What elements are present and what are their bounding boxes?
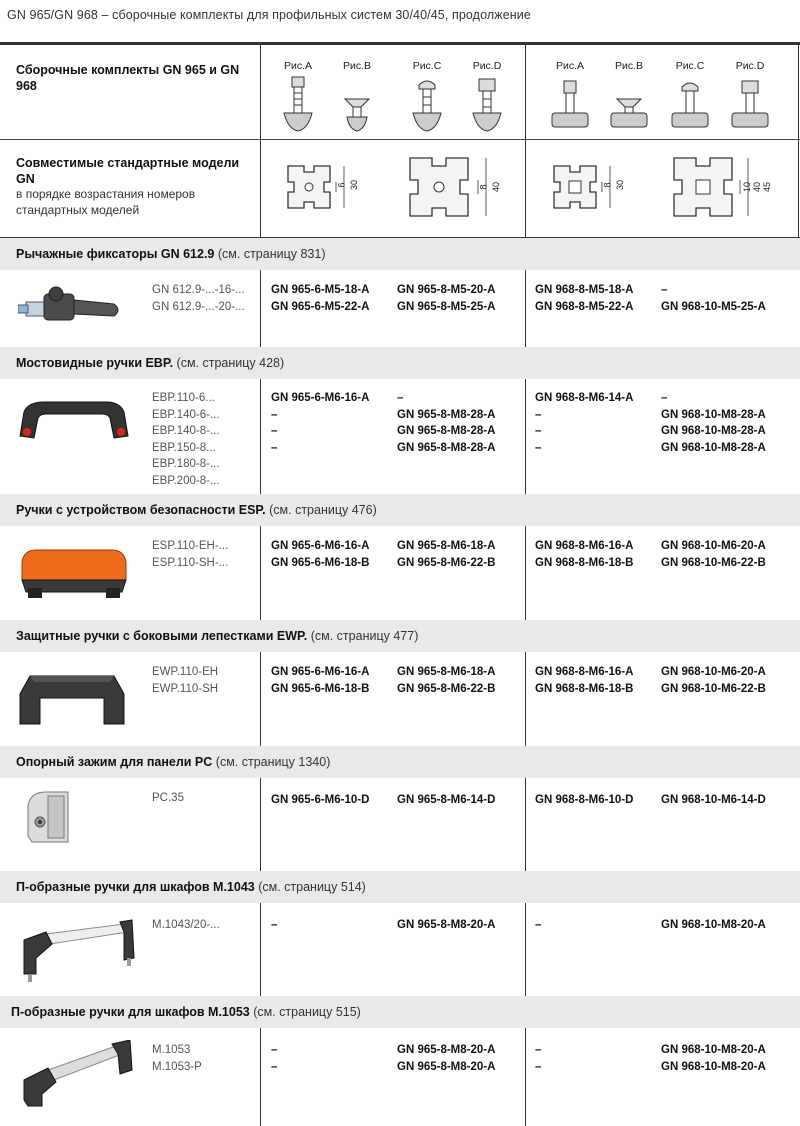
col-divider [260, 652, 261, 746]
kit-code: GN 965-6-M6-16-A [271, 392, 370, 404]
kits-title: Сборочные комплекты GN 965 и GN 968 [16, 63, 240, 93]
kit-codes-col2 [397, 917, 495, 934]
section-page-ref: (см. страницу 428) [176, 356, 285, 370]
compat-title: Совместимые стандартные модели GN [16, 156, 240, 186]
kit-codes-col1 [271, 792, 369, 809]
kit-code: GN 968-8-M6-16-A [535, 666, 634, 678]
model-list [152, 664, 218, 697]
kit-codes-col1 [271, 282, 369, 315]
kit-code: – [271, 425, 278, 437]
profile-30-b-icon [550, 158, 640, 218]
section-page-ref: (см. страницу 514) [258, 880, 366, 894]
fig-label: Рис.B [342, 60, 372, 72]
screw-b-icon [337, 75, 377, 135]
section-page-ref: (см. страницу 831) [217, 247, 326, 261]
kit-code: GN 965-8-M6-14-D [397, 794, 496, 806]
fig-label: Рис.D [472, 60, 502, 72]
col-divider [525, 652, 526, 746]
kit-code: – [535, 919, 542, 931]
kit-codes-col2 [397, 538, 495, 571]
kit-code: – [535, 1060, 542, 1073]
kit-code: – [535, 425, 542, 437]
kit-code: GN 968-10-M6-14-D [661, 794, 766, 806]
kit-code: – [535, 441, 542, 454]
kit-codes-col3 [535, 282, 633, 315]
profile-40-b-drawing [670, 152, 780, 227]
model-code: EWP.110-EH [152, 666, 219, 678]
kit-code: – [271, 408, 278, 421]
fig-c-gn968 [664, 60, 716, 140]
col-divider [260, 270, 261, 347]
kit-code: – [535, 1044, 542, 1056]
fig-label: Рис.A [555, 60, 585, 72]
kit-codes-col4 [661, 664, 766, 697]
kit-codes-col4 [661, 917, 766, 934]
model-code: EBP.140-6-... [152, 408, 220, 421]
kit-code: GN 965-8-M8-28-A [397, 408, 496, 421]
kit-code: – [271, 919, 278, 931]
section-page-ref: (см. страницу 515) [253, 1005, 361, 1019]
kit-code: GN 968-8-M6-18-B [535, 682, 634, 695]
kit-code: – [661, 392, 668, 404]
screw-a-icon [548, 75, 592, 135]
kit-code: GN 965-8-M8-28-A [397, 425, 496, 437]
kit-code: GN 968-8-M6-14-A [535, 392, 634, 404]
model-code: ESP.110-SH-... [152, 556, 229, 569]
kit-codes-col4 [661, 282, 766, 315]
section-title: Ручки с устройством безопасности ESP. [16, 503, 266, 517]
kit-code: – [661, 284, 668, 296]
kit-code: GN 965-6-M6-18-B [271, 556, 370, 569]
model-list [152, 790, 184, 807]
fig-d-gn965 [461, 60, 513, 140]
kit-code: GN 968-8-M5-18-A [535, 284, 634, 296]
product-image-ewp [16, 666, 128, 733]
model-code: M.1043/20-... [152, 919, 220, 931]
kit-code: GN 968-10-M5-25-A [661, 300, 766, 313]
lever-plunger-icon [18, 280, 128, 338]
kit-code: GN 968-8-M6-10-D [535, 794, 634, 806]
col-divider [525, 1028, 526, 1126]
profile-dim: 6 [336, 182, 347, 188]
model-code: EBP.180-8-... [152, 458, 220, 470]
section-title: Защитные ручки с боковыми лепестками EWP. [16, 629, 308, 643]
model-list [152, 282, 245, 315]
col-divider [525, 45, 526, 238]
kit-codes-col3 [535, 664, 633, 697]
fig-a-gn968 [544, 60, 596, 140]
section-page-ref: (см. страницу 477) [310, 629, 419, 643]
profile-30-icon [284, 158, 374, 218]
kit-code: GN 968-10-M8-28-A [661, 408, 766, 421]
profile-dim: 30 [615, 179, 626, 191]
col-divider [260, 45, 261, 238]
profile-dim: 45 [762, 181, 773, 193]
section-title: П-образные ручки для шкафов M.1043 [16, 880, 255, 894]
col-divider [260, 526, 261, 620]
fig-a-gn965 [272, 60, 324, 140]
section-page-ref: (см. страницу 476) [269, 503, 377, 517]
model-code: PC.35 [152, 792, 184, 804]
kit-code: GN 965-8-M8-28-A [397, 441, 496, 454]
kit-code: GN 968-10-M8-28-A [661, 441, 766, 454]
screw-a-icon [278, 75, 318, 135]
fig-label: Рис.A [283, 60, 313, 72]
panel-clamp-icon [22, 786, 82, 850]
fig-d-gn968 [724, 60, 776, 140]
kit-code: GN 968-10-M6-20-A [661, 666, 766, 678]
kit-codes-col2 [397, 792, 495, 809]
kit-codes-col4 [661, 792, 766, 809]
kit-code: GN 965-8-M5-25-A [397, 300, 496, 313]
fig-b-gn965 [331, 60, 383, 140]
screw-d-icon [728, 75, 772, 135]
kit-codes-col1 [271, 1042, 277, 1075]
profile-30-b-drawing [550, 158, 640, 223]
model-code: ESP.110-EH-... [152, 540, 229, 552]
kit-code: – [271, 1044, 278, 1056]
kit-code: GN 965-8-M6-22-B [397, 556, 496, 569]
screw-c-icon [407, 75, 447, 135]
model-code: M.1053-P [152, 1060, 202, 1073]
kit-code: GN 965-6-M6-16-A [271, 540, 370, 552]
profile-dim: 40 [491, 181, 502, 193]
fig-b-gn968 [603, 60, 655, 140]
profile-dim: 40 [752, 181, 763, 193]
kit-code: GN 965-8-M8-20-A [397, 1060, 496, 1073]
col-divider [260, 903, 261, 996]
model-code: GN 612.9-...-20-... [152, 300, 245, 313]
cabinet-handle-icon [20, 1040, 136, 1110]
fig-label: Рис.C [412, 60, 442, 72]
kit-code: GN 965-6-M6-18-B [271, 682, 370, 695]
kit-code: GN 965-8-M6-18-A [397, 666, 496, 678]
kit-codes-col1 [271, 538, 369, 571]
model-code: GN 612.9-...-16-... [152, 284, 245, 296]
profile-40-drawing [406, 152, 506, 227]
fig-label: Рис.B [614, 60, 644, 72]
section-title: Опорный зажим для панели PC [16, 755, 213, 769]
col-divider [260, 1028, 261, 1126]
kit-code: GN 968-10-M8-20-A [661, 1060, 766, 1073]
kit-code: GN 965-6-M6-10-D [271, 794, 370, 806]
kit-codes-col2 [397, 664, 495, 697]
col-divider [525, 270, 526, 347]
compat-subtitle: в порядке возрастания номеров стандартных моделей [16, 187, 196, 217]
section-header-m1053 [0, 996, 800, 1028]
fig-c-gn965 [401, 60, 453, 140]
kit-code: GN 968-8-M6-18-B [535, 556, 634, 569]
kit-code: GN 968-10-M6-22-B [661, 556, 766, 569]
section-header-esp [0, 494, 800, 526]
profile-dim: 10 [742, 181, 753, 193]
kit-code: GN 968-10-M8-28-A [661, 425, 766, 437]
kit-code: GN 965-8-M8-20-A [397, 919, 496, 931]
kit-code: – [397, 392, 404, 404]
kit-code: – [271, 1060, 278, 1073]
kit-code: GN 968-10-M8-20-A [661, 1044, 766, 1056]
kit-code: GN 968-10-M6-20-A [661, 540, 766, 552]
kit-codes-col3 [535, 538, 633, 571]
kit-code: GN 965-6-M5-22-A [271, 300, 370, 313]
product-image-esp [18, 540, 130, 607]
product-image-gn612 [18, 280, 128, 343]
col-divider [798, 45, 799, 238]
col-divider [525, 379, 526, 494]
product-image-m1053 [20, 1040, 136, 1115]
kit-codes-col4 [661, 538, 766, 571]
protective-handle-icon [16, 666, 128, 728]
kit-codes-col4 [661, 1042, 766, 1075]
model-code: EBP.200-8-... [152, 474, 220, 487]
col-divider [525, 526, 526, 620]
kit-code: GN 965-8-M6-22-B [397, 682, 496, 695]
kit-codes-col2 [397, 1042, 495, 1075]
model-list [152, 917, 220, 934]
page-title: GN 965/GN 968 – сборочные комплекты для профильных систем 30/40/45, продолжение [7, 8, 531, 22]
bridge-handle-icon [14, 392, 134, 452]
kit-codes-col2 [397, 390, 495, 456]
section-header-m1043 [0, 871, 800, 903]
kit-code: GN 968-10-M6-22-B [661, 682, 766, 695]
top-rule [0, 42, 800, 45]
section-page-ref: (см. страницу 1340) [215, 755, 331, 769]
section-header-ewp [0, 620, 800, 652]
product-image-m1043 [16, 918, 136, 989]
section-title: П-образные ручки для шкафов M.1053 [11, 1005, 250, 1019]
kit-codes-col3 [535, 1042, 541, 1075]
fig-label: Рис.C [675, 60, 705, 72]
model-list [152, 1042, 202, 1075]
kit-codes-col3 [535, 390, 633, 456]
kit-codes-col3 [535, 792, 633, 809]
col-divider [260, 379, 261, 494]
kit-codes-col1 [271, 664, 369, 697]
section-title: Мостовидные ручки EBP. [16, 356, 174, 370]
kit-code: GN 968-10-M8-20-A [661, 919, 766, 931]
model-code: EBP.150-8... [152, 441, 216, 454]
section-header-gn612 [0, 238, 800, 270]
kit-code: – [535, 408, 542, 421]
model-list [152, 538, 228, 571]
kit-code: GN 965-8-M5-20-A [397, 284, 496, 296]
kit-code: – [271, 441, 278, 454]
col-divider [260, 778, 261, 871]
kit-code: GN 965-8-M8-20-A [397, 1044, 496, 1056]
kit-codes-col3 [535, 917, 541, 934]
product-image-pc [22, 786, 82, 855]
profile-dim: 8 [478, 184, 489, 190]
kit-code: GN 968-8-M6-16-A [535, 540, 634, 552]
kit-codes-col1 [271, 917, 277, 934]
kit-code: GN 968-8-M5-22-A [535, 300, 634, 313]
model-list [152, 390, 220, 489]
screw-b-icon [607, 75, 651, 135]
col-divider [525, 903, 526, 996]
model-code: EBP.140-8-... [152, 425, 220, 437]
kit-codes-col2 [397, 282, 495, 315]
cabinet-handle-icon [16, 918, 136, 984]
col-divider [525, 778, 526, 871]
section-header-ebp [0, 347, 800, 379]
model-code: EBP.110-6... [152, 392, 215, 404]
safety-handle-icon [18, 540, 130, 602]
model-code: M.1053 [152, 1044, 191, 1056]
profile-dim: 30 [349, 179, 360, 191]
profile-dim: 8 [602, 182, 613, 188]
fig-label: Рис.D [735, 60, 765, 72]
kit-code: GN 965-6-M6-16-A [271, 666, 370, 678]
kit-codes-col4 [661, 390, 766, 456]
section-title: Рычажные фиксаторы GN 612.9 [16, 247, 215, 261]
kit-codes-col1 [271, 390, 369, 456]
product-image-ebp [14, 392, 134, 457]
kit-code: GN 965-6-M5-18-A [271, 284, 370, 296]
screw-d-icon [467, 75, 507, 135]
screw-c-icon [668, 75, 712, 135]
kit-code: GN 965-8-M6-18-A [397, 540, 496, 552]
profile-30-drawing [284, 158, 374, 223]
model-code: EWP.110-SH [152, 682, 219, 695]
section-header-pc [0, 746, 800, 778]
